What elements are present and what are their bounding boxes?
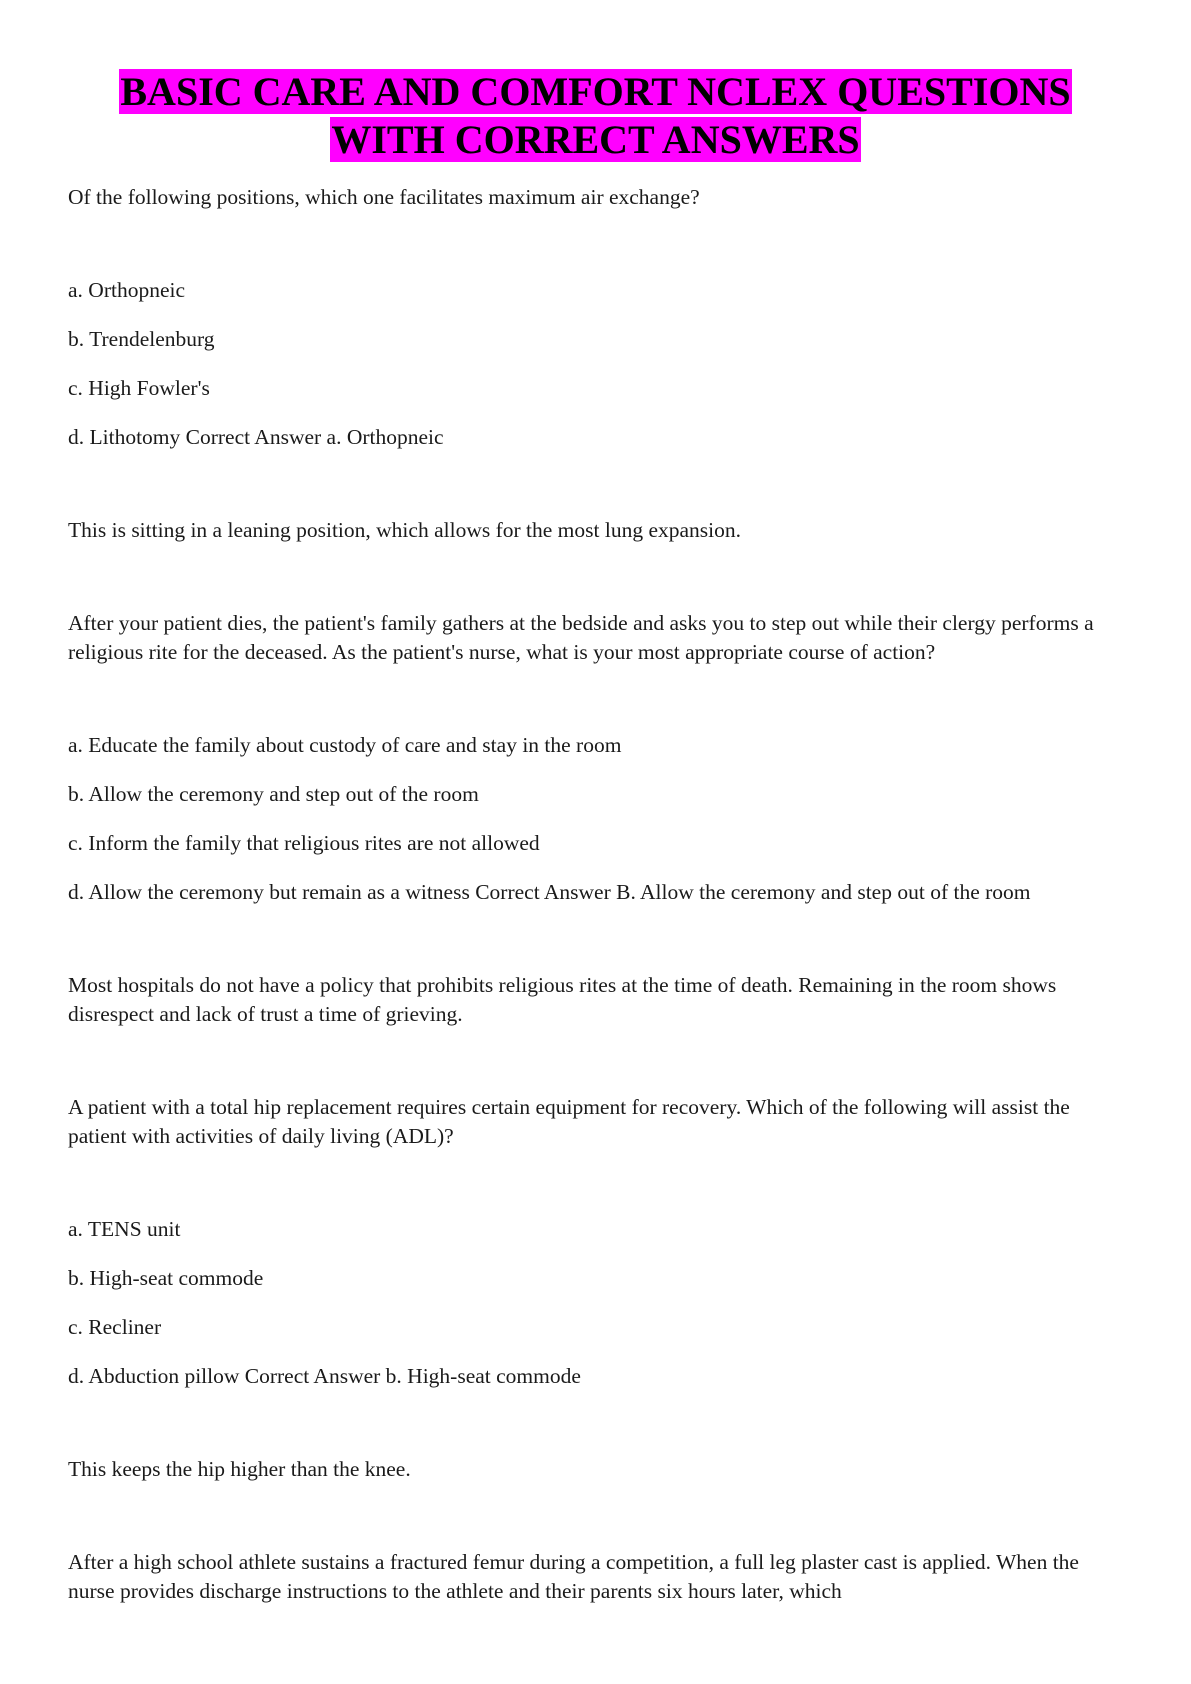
question-2-option-d: d. Allow the ceremony but remain as a witness Correct Answer B. Allow the ceremony and step out of the room	[68, 880, 1031, 904]
question-1-stem: Of the following positions, which one facilitates maximum air exchange?	[68, 185, 700, 209]
question-1-option-b: b. Trendelenburg	[68, 327, 215, 351]
question-1-option-d: d. Lithotomy Correct Answer a. Orthopneic	[68, 425, 444, 449]
page-title	[60, 68, 1131, 164]
question-3-option-d: d. Abduction pillow Correct Answer b. High-seat commode	[68, 1364, 581, 1388]
question-2-stem: After your patient dies, the patient's family gathers at the bedside and asks you to step out while their clergy performs a religious rite for the deceased. As the patient's nurse, what is your most appropriate course of action?	[68, 611, 1094, 664]
question-1-option-c: c. High Fowler's	[68, 376, 210, 400]
question-2-option-b: b. Allow the ceremony and step out of the room	[68, 782, 479, 806]
question-2-rationale: Most hospitals do not have a policy that prohibits religious rites at the time of death. Remaining in the room shows disrespect and lack of trust a time of grieving.	[68, 973, 1057, 1026]
title-line-1: BASIC CARE AND COMFORT NCLEX QUESTIONS	[120, 69, 1071, 114]
document-body	[68, 183, 1128, 1606]
question-3-stem: A patient with a total hip replacement requires certain equipment for recovery. Which of the following will assist the patient with activities of daily living (ADL)?	[68, 1095, 1070, 1148]
question-1-rationale: This is sitting in a leaning position, which allows for the most lung expansion.	[68, 518, 742, 542]
question-3-rationale: This keeps the hip higher than the knee.	[68, 1457, 411, 1481]
question-3-option-b: b. High-seat commode	[68, 1266, 264, 1290]
question-2-option-c: c. Inform the family that religious rites are not allowed	[68, 831, 540, 855]
question-4-stem: After a high school athlete sustains a fractured femur during a competition, a full leg plaster cast is applied. When the nurse provides discharge instructions to the athlete and their parents six hours later, which	[68, 1550, 1079, 1603]
question-3-option-a: a. TENS unit	[68, 1217, 181, 1241]
question-3-option-c: c. Recliner	[68, 1315, 162, 1339]
question-1-option-a: a. Orthopneic	[68, 278, 186, 302]
title-line-2: WITH CORRECT ANSWERS	[331, 117, 860, 162]
question-2-option-a: a. Educate the family about custody of care and stay in the room	[68, 733, 622, 757]
